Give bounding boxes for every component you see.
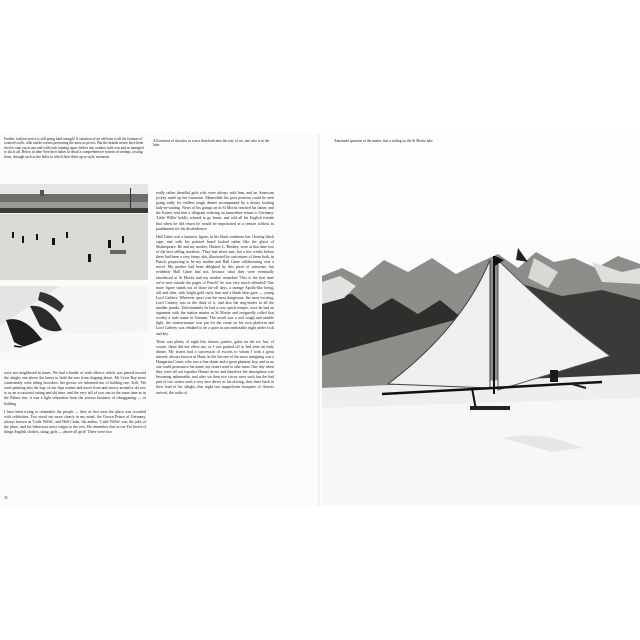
paragraph: Hall Caine was a fantastic figure, in his black sombrero hat, flowing black cape, and with his pointed beard looked rather like the ghost of Shakespeare. He and my mother, Hartree L. Bentley, were at that time two of the best selling novelists. 'They had never met, but a few weeks before there had been a very funny skit, illustrated by caricatures of them both, in Punch, purporting to be my mother and Hall Caine collaborating over a novel. My mother had been delighted by this piece of nonsense, but evidently Hall Caine had not, because what they were eventually introduced at St Moritz and my mother remarked 'This is the first time we've met outside the pages of Punch!' he was very much offended! One more figure stands out of those far-off days, a strange Apollo-like being, tall and slim, with bright gold curly hair and a blank blue gaze — young Lord Carbery. Wherever sport was the most dangerous, the most exciting, Lord Carbery was in the thick of it, and also the ring-leader in all the madder pranks. Unfortunately he had a very quick temper, once he had an argument with the station master at St Moritz and resignedly called that worthy a rude name in German. The result was a real rough and tumble fight, the station-master was put for the count on his own platform and Lord Carbery was rebuked to be a quiet in uncomfortable night under lock and key. — [156, 234, 274, 336]
text-column-b — [156, 191, 274, 399]
book-spread — [0, 134, 640, 506]
caption-right-top: Annotated question of the matter, fine a sailing on the St Moritz lake — [334, 139, 433, 143]
left-page — [0, 134, 320, 506]
text-column-a — [4, 371, 146, 438]
skating-rink-photo — [0, 184, 148, 280]
paragraph: I have been trying to remember the people — they at first were the place was crowded with celebrities. Two stood out more clearly in my mind, the Grown Prince of Germany, always known as 'Little Willie', and Hall Caine, the author. 'Little Willie' was the joke of the place, and his behaviour most vulgar to the rest. He remember that in our Fai breed of things English clothes, slang, girls — above all girls! There were two — [4, 409, 146, 435]
paragraph: really rather dreadful girls who were always with him, and an American jockey made up the foursome. Meanwhile his poor princess could be seen going sadly for endless tough dinner accompanied by a dreary looking lady-in-waiting. News of his goings on in St Moritz reached his father, and the Kaiser sent him a telegram ordering an immediate return to Germany. 'Little Willie' boldly refused to go home, and told all his English friends that when he did return he would be imprisoned in a remote schloss as punishment for his disobedience. — [156, 191, 274, 231]
toboggan-photo — [0, 286, 148, 364]
caption-left-top: Farther, fashion you're is still going hard enough! A variation of an old form is all the features of women's toffs, with inside corsets presenting the most as pieces. But the brands newer have been tried to sum out at any and with each fanning upon clothes any outdoor tube was and as managed to ski at all. Below in time Vere their ladies in detail a comprehensive system of settings, tossing ferns, through such as the holes in which their there up or style, moments — [4, 137, 144, 159]
ice-yacht-photo — [322, 238, 640, 506]
paragraph: were not neighbored in times. We had a kindle of wide elbows which was placed toward the sleighs one above the knees to hold the ears from slipping about. Mr Cecie Ray more consistently went riding brooches, her gowns we informed me of holding one. Still, 'We went painting into the logs of our hips warms and move from and snowy around a ski row to as an occasional outing and ski time, and the very tall of you can in the same time as in the Palace rim, it was a light relaxation from the serious business of tobogganing — or holding. — [4, 371, 146, 406]
caption-left-middle: All tensions of shooters as a race than both nine the way of ice, one who is in the later. — [153, 139, 270, 148]
page-number: 36 — [4, 496, 8, 500]
paragraph: There was plenty of night life, dances, parties, galas on the ice, but, of course, those did not affect me, as I was packed off to bed after an early dinner. My sisters had a succession of escorts to whom I took a great interest, always known as Hans; in the fun one of the most intriguing was a Hungarian Count, who was a fine skater and a great glamour boy, and as no one could pronounce his name, my sisters used to take turns. One day when they were all out together Hansie drove and therefore the atmosphere was becoming unbearable, and after we then two circus were such fun the bad part of two sisters each a very nice driver as his driving, they there back in their loud of fur sleighs, that night two magnificent bouquets of flowers arrived, the radio of — [156, 339, 274, 395]
